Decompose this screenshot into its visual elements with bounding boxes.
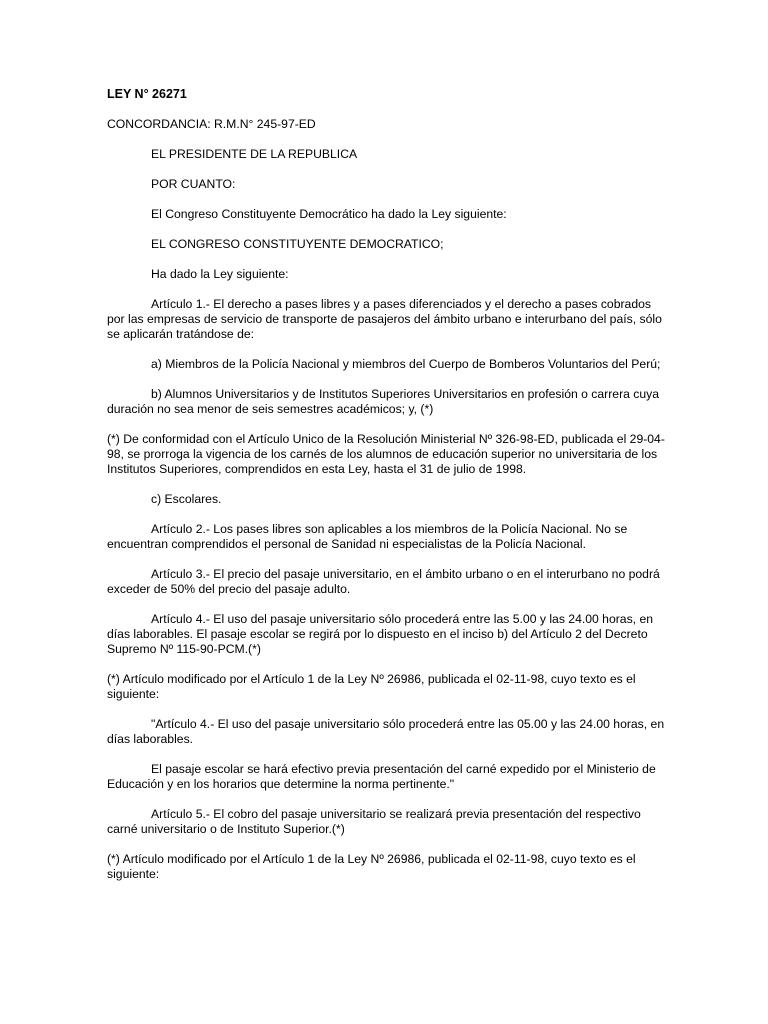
article-1-item-b: b) Alumnos Universitarios y de Institutos Superiores Universitarios en profesión o carrera cuya duración no sea menor de seis semestres académicos; y, (*) [107,387,660,416]
ha-dado-line: Ha dado la Ley siguiente: [151,267,289,281]
article-4-modified-para-2: El pasaje escolar se hará efectivo previa presentación del carné expedido por el Ministerio de Educación y en los horarios que determine la norma pertinente." [107,762,656,791]
article-1-item-c: c) Escolares. [151,492,222,506]
law-title: LEY N° 26271 [107,87,187,101]
footnote-3: (*) Artículo modificado por el Artículo 1 de la Ley Nº 26986, publicada el 02-11-98, cuyo texto es el siguiente: [107,852,636,881]
presidente-line: EL PRESIDENTE DE LA REPUBLICA [151,147,358,161]
article-1: Artículo 1.- El derecho a pases libres y a pases diferenciados y el derecho a pases cobrados por las empresas de servicio de transporte de pasajeros del ámbito urbano e interurbano del país, sólo se aplicarán tratándose de: [107,297,662,341]
article-4: Artículo 4.- El uso del pasaje universitario sólo procederá entre las 5.00 y las 24.00 horas, en días laborables. El pasaje escolar se regirá por lo dispuesto en el inciso b) del Artículo 2 del Decreto Supremo Nº 115-90-PCM.(*) [107,612,654,656]
por-cuanto-line: POR CUANTO: [151,177,236,191]
congreso-line: EL CONGRESO CONSTITUYENTE DEMOCRATICO; [151,237,444,251]
footnote-1: (*) De conformidad con el Artículo Unico de la Resolución Ministerial Nº 326-98-ED, publicada el 29-04-98, se prorroga la vigencia de los carnés de los alumnos de educación superior no universitaria de los Institutos Superiores, comprendidos en esta Ley, hasta el 31 de julio de 1998. [107,432,665,476]
article-1-item-a: a) Miembros de la Policía Nacional y miembros del Cuerpo de Bomberos Voluntarios del Perú; [151,357,661,371]
article-2: Artículo 2.- Los pases libres son aplicables a los miembros de la Policía Nacional. No se encuentran comprendidos el personal de Sanidad ni especialistas de la Policía Nacional. [107,522,628,551]
article-3: Artículo 3.- El precio del pasaje universitario, en el ámbito urbano o en el interurbano no podrá exceder de 50% del precio del pasaje adulto. [107,567,660,596]
congreso-dado-line: El Congreso Constituyente Democrático ha dado la Ley siguiente: [151,207,507,221]
concordancia-line: CONCORDANCIA: R.M.N° 245-97-ED [107,117,316,131]
article-4-modified: "Artículo 4.- El uso del pasaje universitario sólo procederá entre las 05.00 y las 24.00 horas, en días laborables. [107,717,665,746]
document-page [107,87,667,897]
footnote-2: (*) Artículo modificado por el Artículo 1 de la Ley Nº 26986, publicada el 02-11-98, cuyo texto es el siguiente: [107,672,636,701]
article-5: Artículo 5.- El cobro del pasaje universitario se realizará previa presentación del respectivo carné universitario o de Instituto Superior.(*) [107,807,641,836]
